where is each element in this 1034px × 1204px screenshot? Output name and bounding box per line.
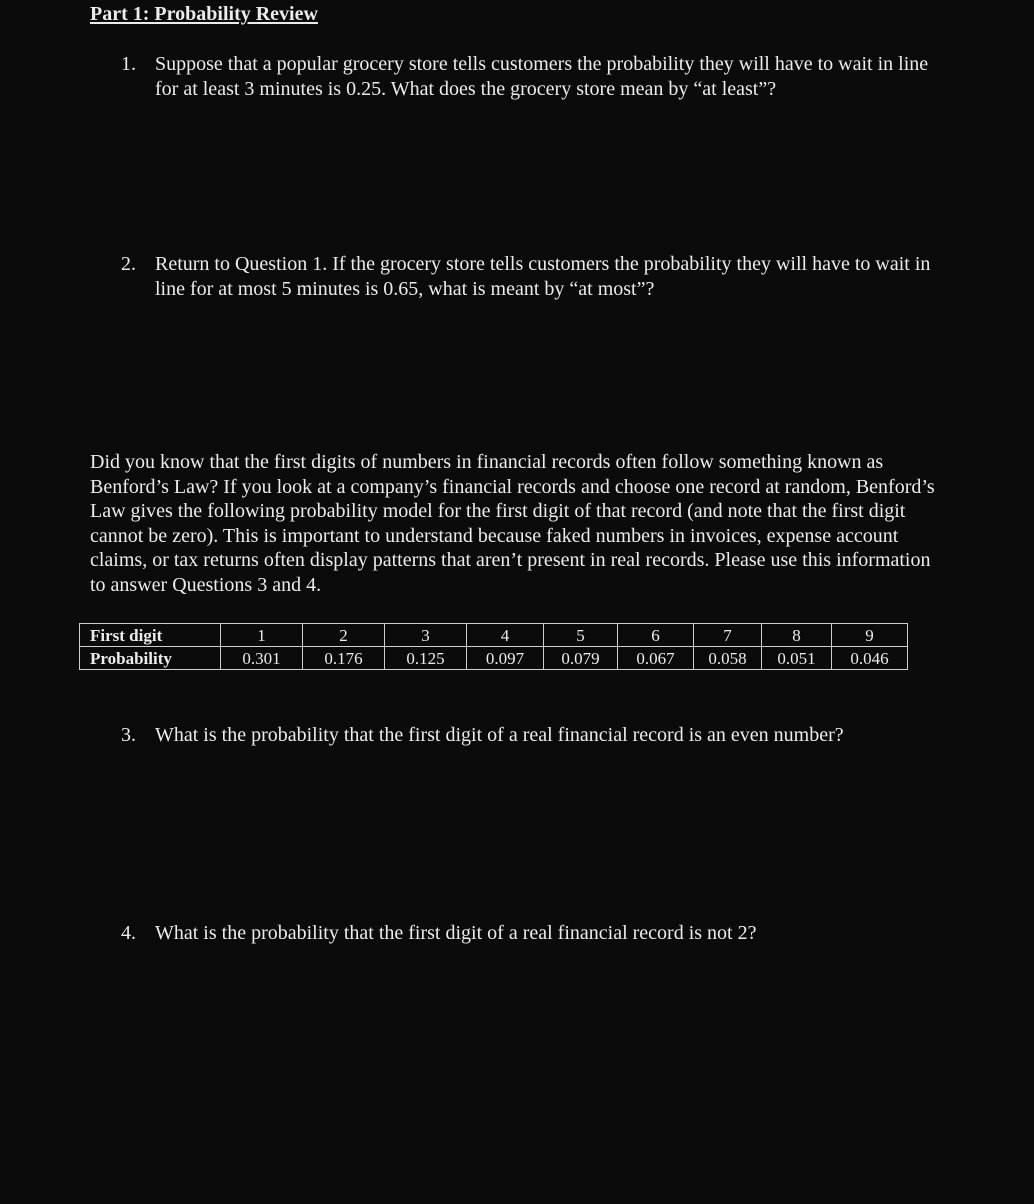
digit-cell: 2 — [303, 624, 385, 647]
question-2 — [121, 252, 931, 302]
probability-cell: 0.097 — [467, 647, 544, 670]
digit-cell: 1 — [221, 624, 303, 647]
probability-cell: 0.046 — [832, 647, 908, 670]
probability-cell: 0.301 — [221, 647, 303, 670]
digit-cell: 7 — [694, 624, 762, 647]
probability-cell: 0.176 — [303, 647, 385, 670]
digit-cell: 9 — [832, 624, 908, 647]
question-4 — [121, 921, 951, 946]
question-3 — [121, 723, 951, 748]
probability-cell: 0.051 — [762, 647, 832, 670]
question-4-text: What is the probability that the first digit of a real financial record is not 2? — [155, 922, 757, 944]
digit-cell: 8 — [762, 624, 832, 647]
benford-intro-paragraph: Did you know that the first digits of numbers in financial records often follow something known as Benford’s Law? If you look at a company’s financial records and choose one record at random, Benford’s Law gives the following probability model for the first digit of that record (and note that the first digit cannot be zero). This is important to understand because faked numbers in invoices, expense account claims, or tax returns often display patterns that aren’t present in real records. Please use this information to answer Questions 3 and 4. — [90, 451, 935, 596]
digit-cell: 5 — [544, 624, 618, 647]
probability-cell: 0.079 — [544, 647, 618, 670]
probability-row — [80, 647, 908, 670]
question-1-number: 1. — [121, 53, 136, 75]
probability-cell: 0.067 — [618, 647, 694, 670]
question-3-number: 3. — [121, 724, 136, 746]
question-2-number: 2. — [121, 253, 136, 275]
question-4-number: 4. — [121, 922, 136, 944]
digit-cell: 3 — [385, 624, 467, 647]
probability-label: Probability — [80, 647, 221, 670]
question-2-text: Return to Question 1. If the grocery store tells customers the probability they will have to wait in line for at most 5 minutes is 0.65, what is meant by “at most”? — [155, 253, 931, 300]
benford-probability-table — [79, 623, 908, 670]
question-1-text: Suppose that a popular grocery store tells customers the probability they will have to wait in line for at least 3 minutes is 0.25. What does the grocery store mean by “at least”? — [155, 53, 929, 100]
first-digit-row — [80, 624, 908, 647]
digit-cell: 4 — [467, 624, 544, 647]
probability-cell: 0.058 — [694, 647, 762, 670]
question-3-text: What is the probability that the first digit of a real financial record is an even number? — [155, 724, 844, 746]
section-title: Part 1: Probability Review — [90, 3, 318, 25]
question-1 — [121, 52, 951, 102]
probability-cell: 0.125 — [385, 647, 467, 670]
digit-cell: 6 — [618, 624, 694, 647]
first-digit-label: First digit — [80, 624, 221, 647]
